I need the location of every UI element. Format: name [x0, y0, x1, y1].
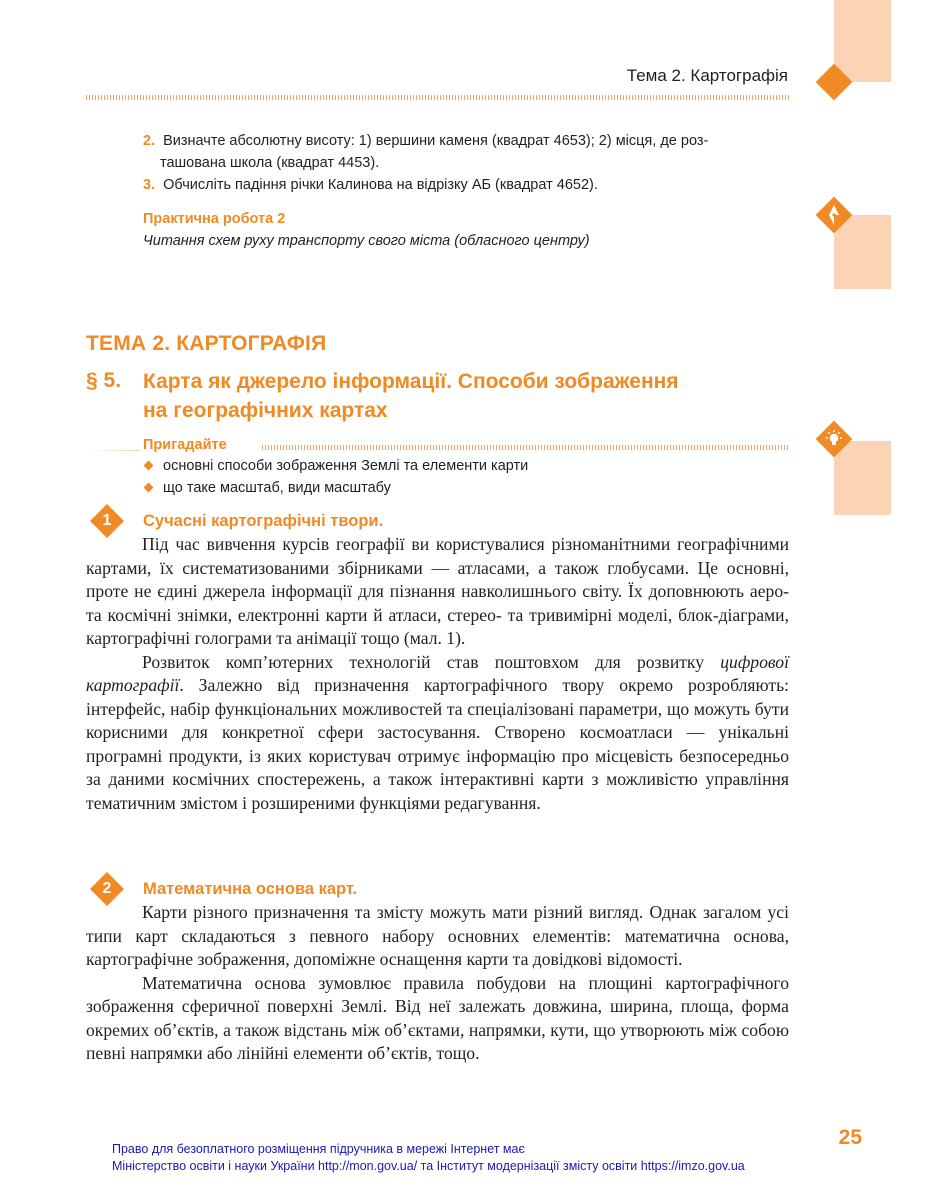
practical-subtitle: Читання схем руху транспорту свого міста (обласного центру): [143, 233, 590, 249]
section-title-line1: Карта як джерело інформації. Способи зображення: [143, 370, 679, 393]
subsection-body: [86, 901, 789, 1066]
footer-line2[interactable]: Міністерство освіти і науки України http://mon.gov.ua/ та Інститут модернізації змісту освіти https://imzo.gov.ua: [112, 1159, 745, 1173]
recall-item: що таке масштаб, види масштабу: [163, 480, 391, 496]
subsection-body: [86, 533, 789, 815]
recall-bullet: [144, 483, 154, 493]
subsection-title: Математична основа карт.: [143, 880, 358, 898]
recall-fade-line: [86, 450, 140, 451]
task-number: 2.: [143, 133, 156, 149]
task-text-line1: Визначте абсолютну висоту: 1) вершини каменя (квадрат 4653); 2) місця, де роз-: [163, 133, 709, 149]
header-diamond-icon: [815, 63, 853, 101]
task-text-line2: ташована школа (квадрат 4453).: [160, 155, 380, 171]
section-title: [143, 367, 783, 425]
compass-icon: [815, 196, 853, 234]
page-number: 25: [838, 1126, 862, 1149]
footer-line1: Право для безоплатного розміщення підручника в мережі Інтернет має: [112, 1142, 525, 1156]
recall-divider: [262, 445, 789, 450]
subsection-number: 1: [102, 512, 112, 529]
recall-label: Пригадайте: [143, 437, 227, 453]
task-item: [143, 174, 789, 196]
recall-item: основні способи зображення Землі та елементи карти: [163, 458, 529, 474]
task-list: [143, 130, 789, 196]
paragraph-text: . Залежно від призначення картографічного твору окремо розробляють: інтерфейс, набір функціональних можливостей та спеціалізовані параметри, що можуть бути корисними для конкретної сфери застосування. Створено космоатласи — унікальні програмні продукти, із яких користувач отримує інформацію про місцевість безпосередньо за даними космічних спостережень, а також інтерактивні карти з можливістю управління тематичним змістом і розширеними функціями редагування.: [86, 675, 789, 813]
topic-heading: ТЕМА 2. КАРТОГРАФІЯ: [86, 332, 327, 355]
task-text-line1: Обчисліть падіння річки Калинова на відрізку АБ (квадрат 4652).: [163, 177, 598, 193]
subsection-number: 2: [102, 880, 112, 897]
section-title-line2: на географічних картах: [143, 399, 388, 422]
subsection-title: Сучасні картографічні твори.: [143, 512, 384, 530]
term-digital-cartography: цифрової картографії: [86, 651, 789, 695]
recall-bullet: [144, 461, 154, 471]
paragraph-text: Розвиток комп’ютерних технологій став поштовхом для розвитку: [142, 651, 721, 672]
header-divider: [86, 95, 789, 100]
paragraph: Математична основа зумовлює правила побудови на площині картографічного зображення сферичної поверхні Землі. Від неї залежать довжина, ширина, площа, форма окремих об’єктів, а також відстань між об’єктами, напрямки, кути, що утворюють між собою певні напрямки або лінійні елементи об’єктів, тощо.: [86, 972, 789, 1063]
section-number: § 5.: [86, 369, 122, 392]
task-item: [143, 130, 789, 152]
task-number: 3.: [143, 177, 156, 193]
practical-title: Практична робота 2: [143, 211, 286, 227]
running-title: Тема 2. Картографія: [626, 66, 788, 85]
lightbulb-icon: [815, 420, 853, 458]
paragraph: [86, 651, 789, 816]
paragraph: Під час вивчення курсів географії ви користувалися різноманітними географічними картами, їх систематизованими збірниками — атласами, а також глобусами. Це основні, проте не єдині джерела інформації для пізнання навколишнього світу. Їх доповнюють аеро- та космічні знімки, електронні карти й атласи, стерео- та тривимірні моделі, блок-діаграми, картографічні голограми та анімації тощо (мал. 1).: [86, 534, 789, 648]
paragraph: Карти різного призначення та змісту можуть мати різний вигляд. Однак загалом усі типи карт складаються з певного набору основних елементів: математична основа, картографічне зображення, допоміжне оснащення карти та довідкові відомості.: [86, 902, 789, 969]
